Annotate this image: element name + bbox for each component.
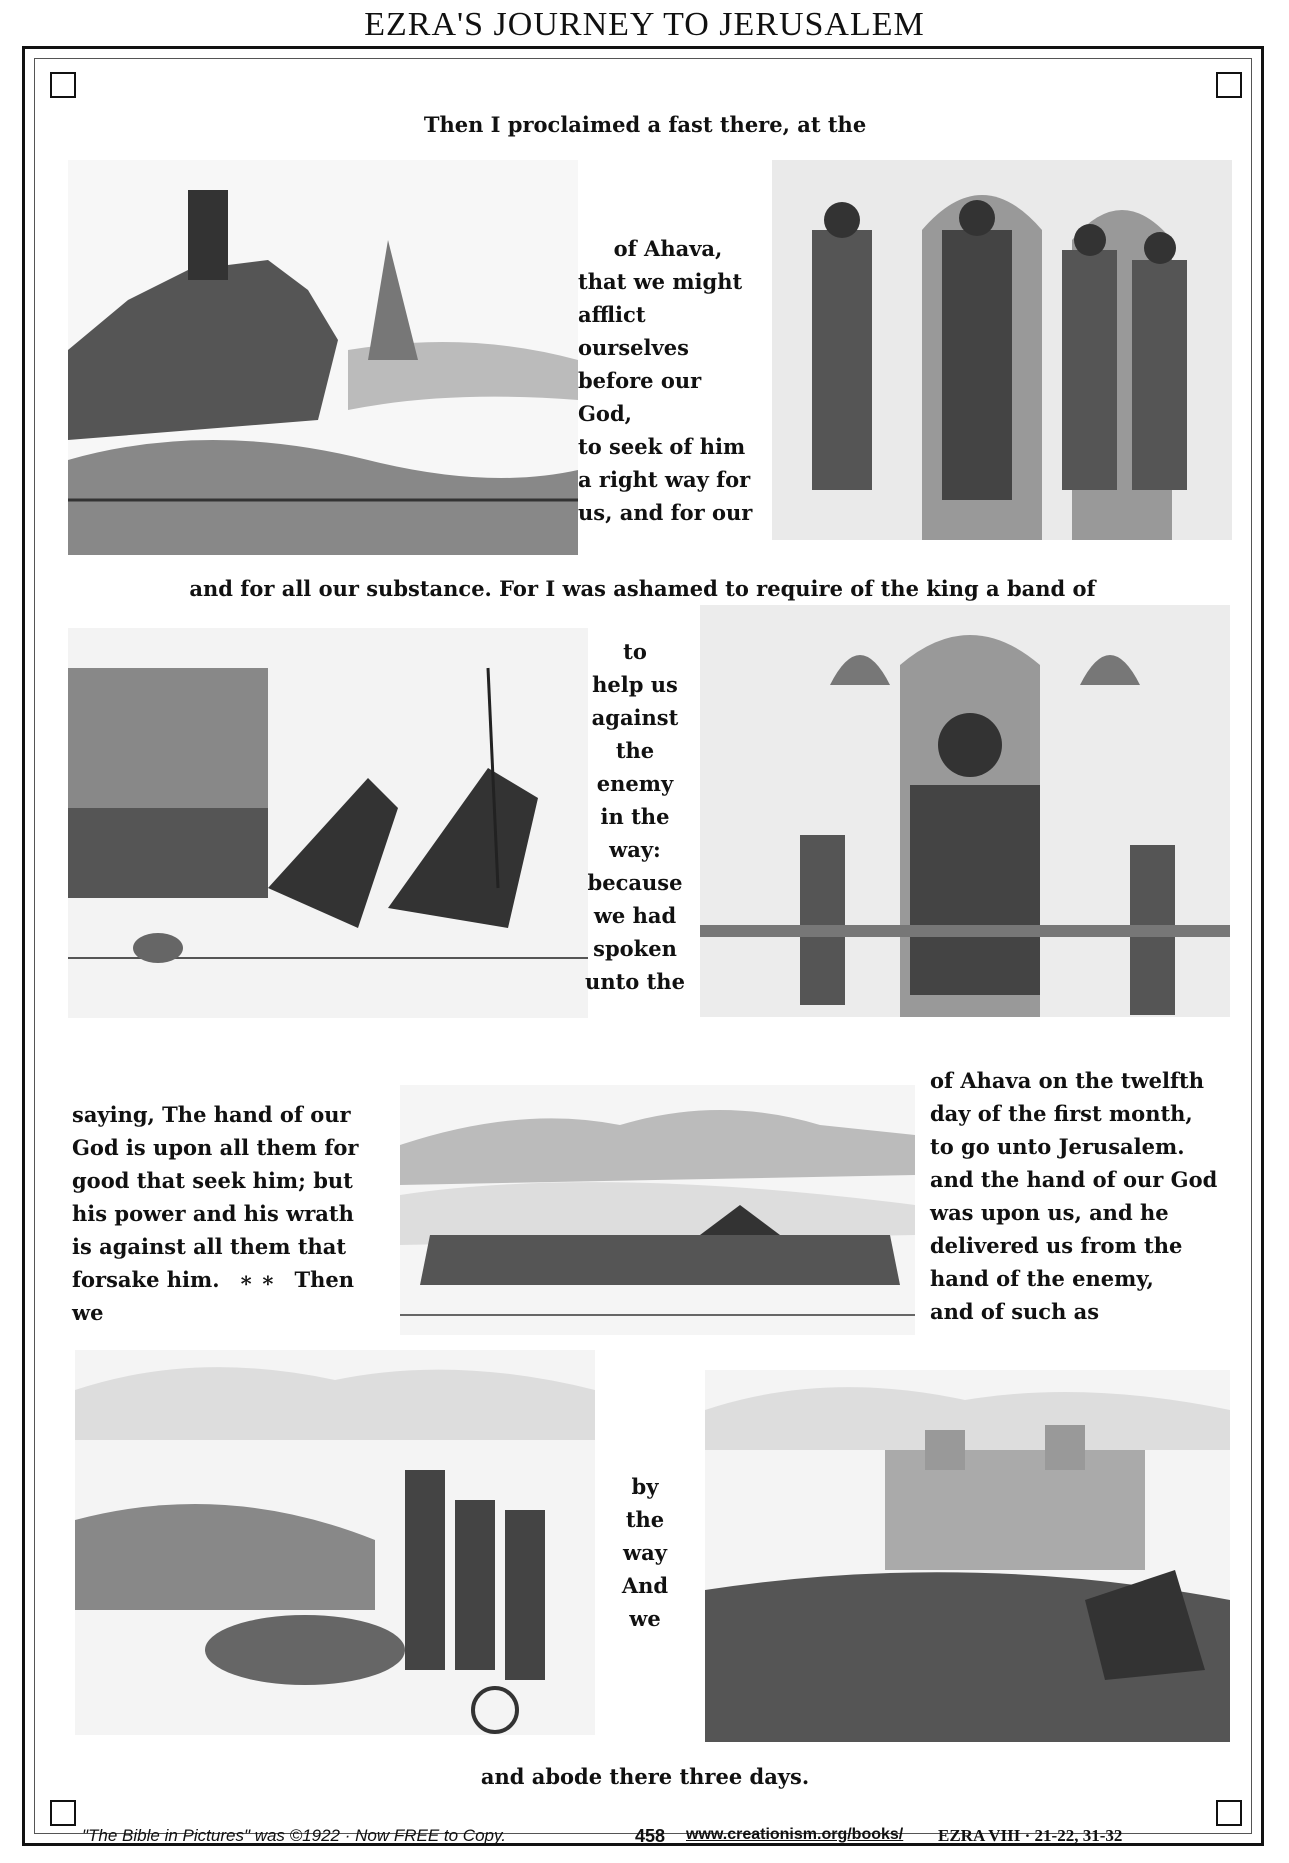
verse-block-right [930,1064,1230,1328]
verse-block-left [72,1098,392,1329]
text-line: to seek of him [578,434,746,459]
illustration-king-on-throne [700,605,1230,1017]
text-fragment: forsake him. [72,1267,220,1292]
text-line: because [587,870,683,895]
text-line: the [615,738,655,763]
verse-line-1: Then I proclaimed a fast there, at the [423,112,867,137]
footer [0,1824,1289,1854]
text-line: and of such as [930,1299,1100,1324]
text-line: us, and for our [578,500,753,525]
scripture-reference: EZRA VIII · 21-22, 31-32 [938,1826,1123,1845]
text-line: before our God, [578,368,702,426]
text-line: we [629,1606,661,1631]
illustration-caravan-departure [400,1085,915,1335]
text-line: to [623,639,647,664]
verse-line-last: and abode there three days. [480,1764,810,1789]
text-line: delivered us from the [930,1233,1183,1258]
text-line: a right way for [578,467,751,492]
text-line: is against all them that [72,1234,347,1259]
text-line: unto the [585,969,685,994]
footer-credit: "The Bible in Pictures" was ©1922 · Now FREE to Copy. [82,1826,506,1845]
verse-line-2: and for all our substance. For I was ashamed to require of the king a band of [189,576,1096,601]
text-line: his power and his wrath [72,1201,354,1226]
separator-ornament: ∗ ∗ [238,1267,276,1292]
corner-ornament-top-left [40,62,82,104]
verse-column-2 [580,635,690,998]
page-number: 458 [635,1826,666,1846]
verse-column-1 [578,232,758,529]
page-title: EZRA'S JOURNEY TO JERUSALEM [364,6,925,43]
text-line: was upon us, and he [930,1200,1169,1225]
text-line: in the [600,804,670,829]
illustration-army-horsemen [68,628,588,1018]
text-line: God is upon all them for [72,1135,359,1160]
text-line: afflict ourselves [578,302,689,360]
text-line: of Ahava, [613,236,723,261]
text-line: hand of the enemy, [930,1266,1154,1291]
text-line: day of the first month, [930,1101,1193,1126]
text-line: we had [593,903,677,928]
text-line [72,1263,392,1329]
text-line: help us [592,672,678,697]
text-line: that we might [578,269,743,294]
corner-ornament-top-right [1206,62,1248,104]
text-line: way: [609,837,661,862]
text-line: good that seek him; but [72,1168,353,1193]
verse-column-4 [600,1470,690,1635]
text-line: of Ahava on the twelfth [930,1068,1204,1093]
illustration-arrival-jerusalem [705,1370,1230,1742]
text-line: and the hand of our God [930,1167,1218,1192]
text-line: against [591,705,679,730]
text-line: enemy [596,771,674,796]
illustration-river-ahava [68,160,578,555]
illustration-ambush-ambushers [75,1350,595,1735]
text-fragment: Then we [72,1267,355,1325]
text-line: spoken [593,936,677,961]
text-line: the [625,1507,665,1532]
text-line: by [631,1474,659,1499]
text-line: way [623,1540,667,1565]
illustration-women-with-palms [772,160,1232,540]
footer-url-link[interactable]: www.creationism.org/books/ [686,1826,904,1843]
text-line: And [621,1573,669,1598]
text-line: saying, The hand of our [72,1102,351,1127]
text-line: to go unto Jerusalem. [930,1134,1185,1159]
